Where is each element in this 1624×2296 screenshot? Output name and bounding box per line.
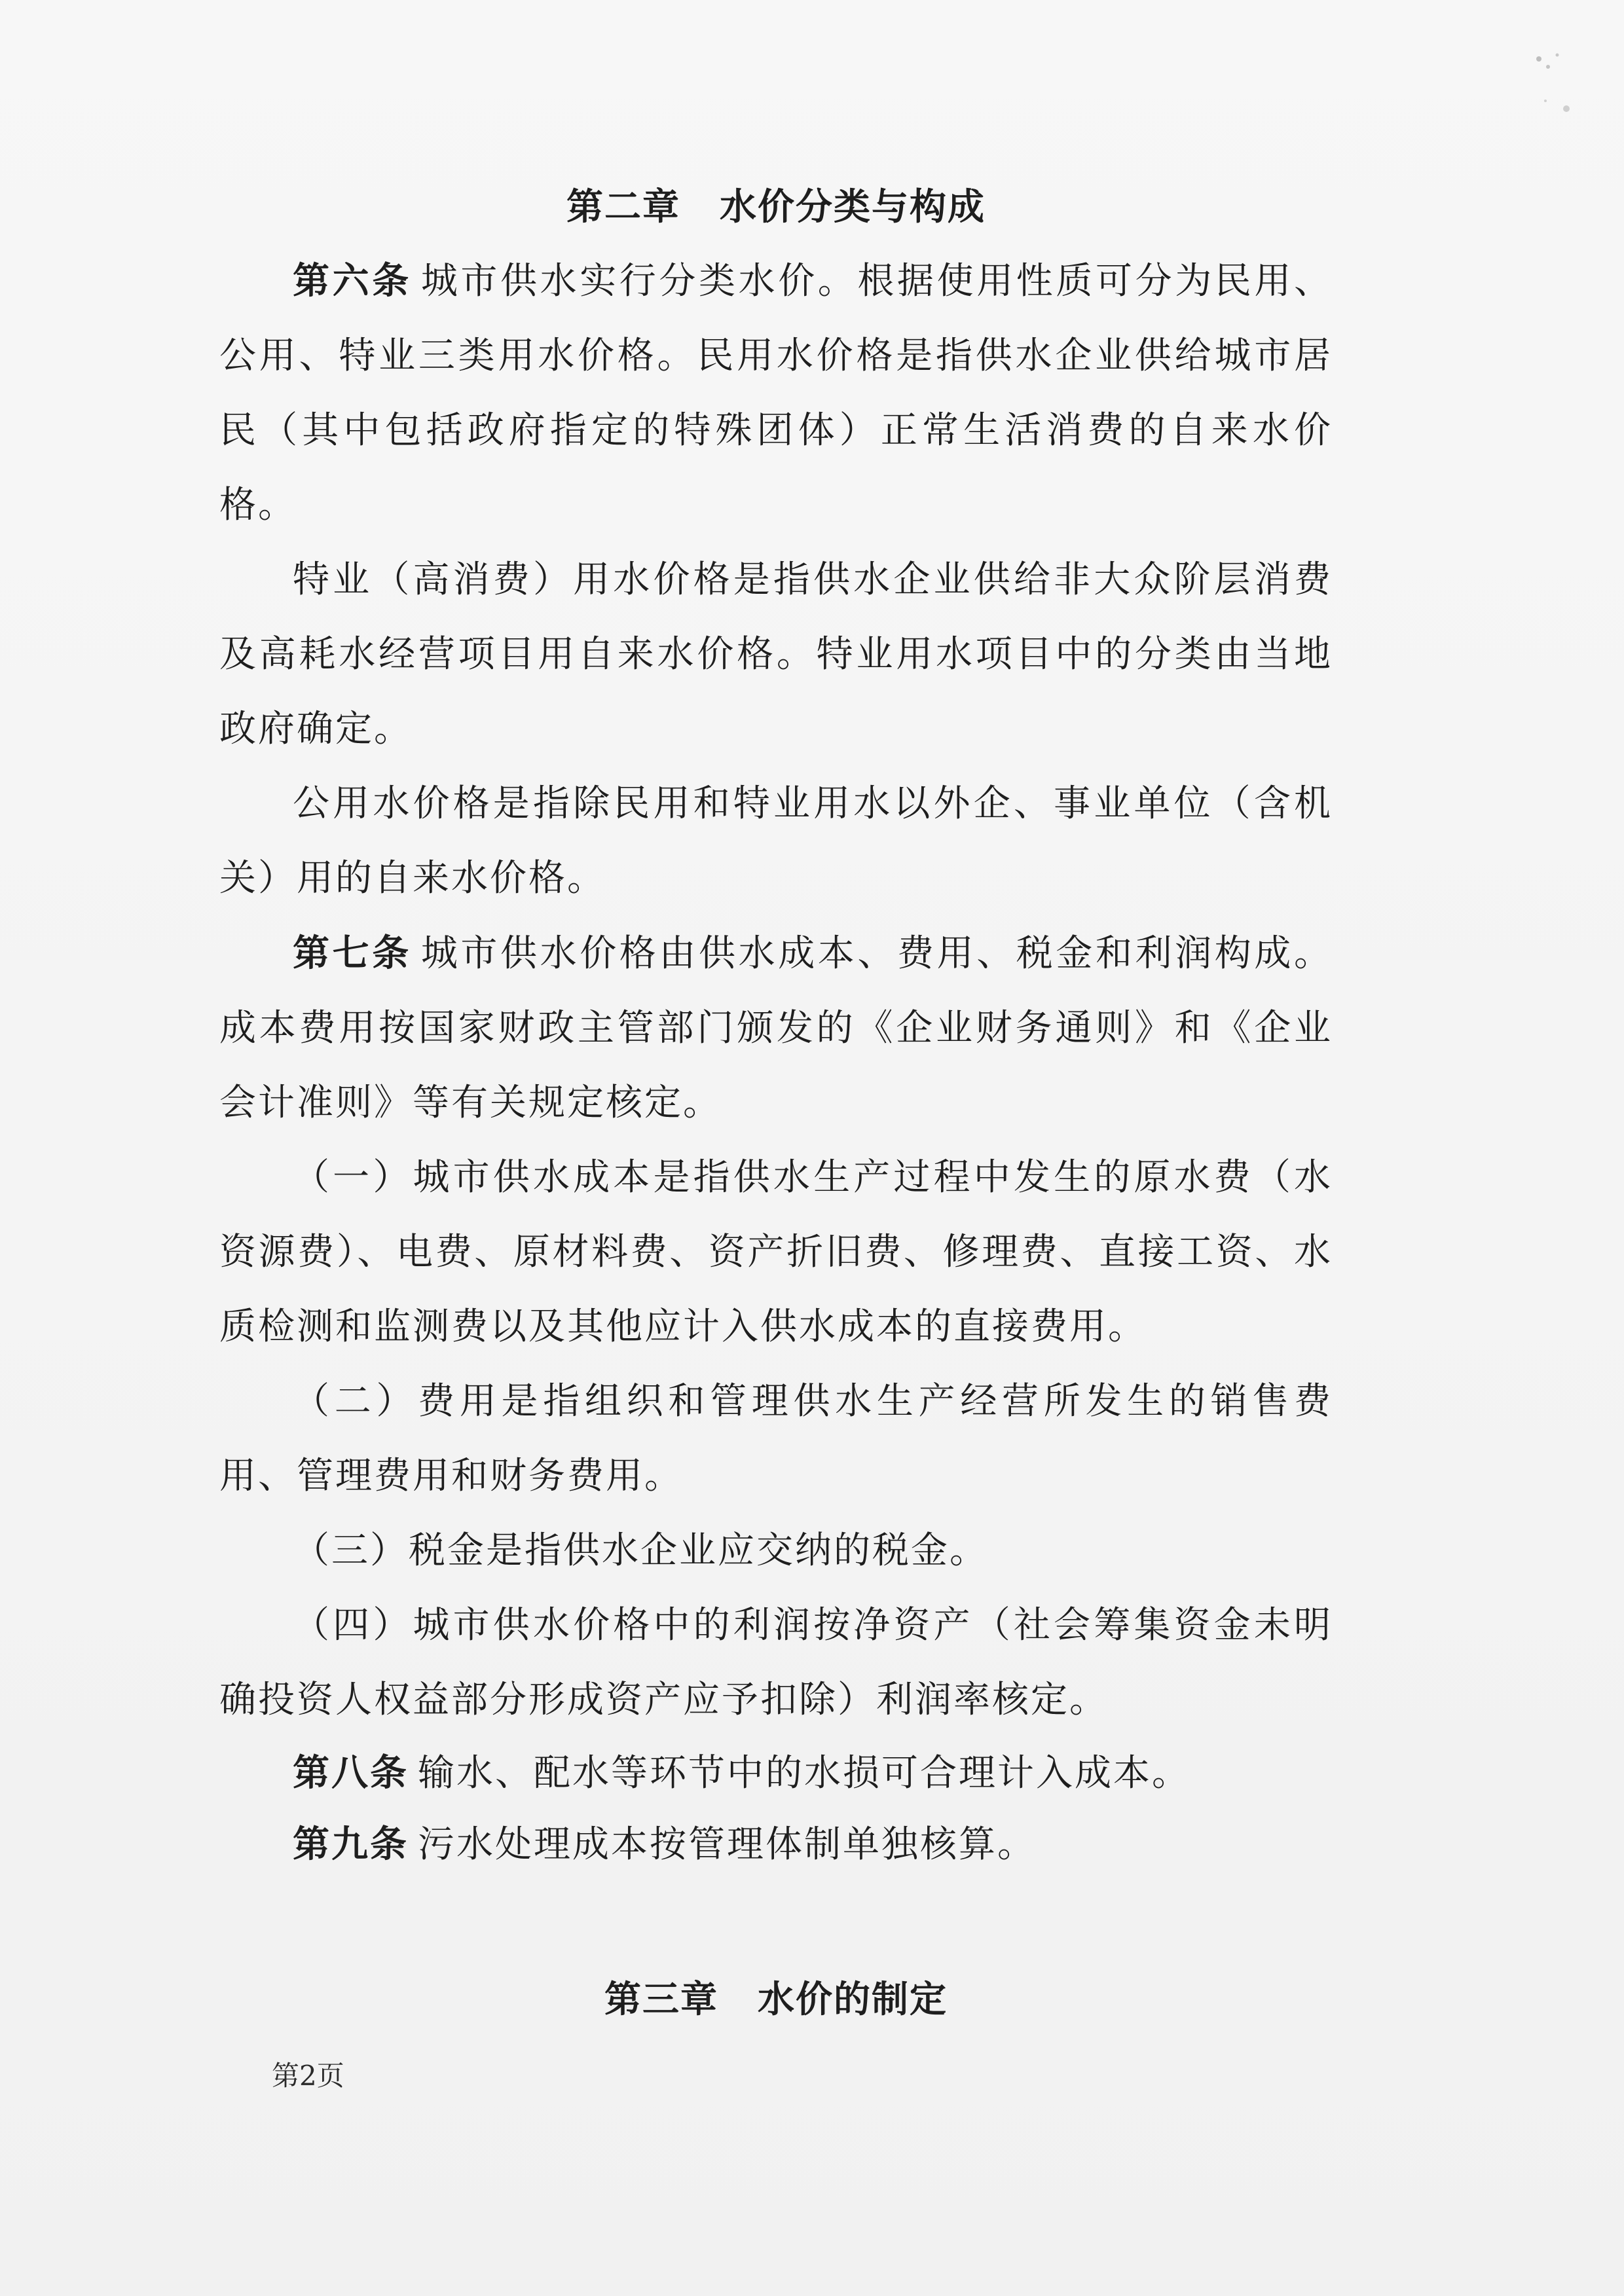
article-8-paragraph: [219, 1738, 1333, 1809]
document-body: [219, 172, 1333, 2036]
clause-1-text: （一）城市供水成本是指供水生产过程中发生的原水费（水资源费）、电费、原材料费、资产折旧费、修理费、直接工资、水质检测和监测费以及其他应计入供水成本的直接费用。: [219, 1156, 1333, 1348]
chapter-2-name: 水价分类与构成: [720, 186, 986, 228]
article-8-text: 输水、配水等环节中的水损可合理计入成本。: [418, 1752, 1190, 1795]
scan-speck-marks: [1519, 46, 1578, 124]
page-number: 第2页: [272, 2060, 344, 2092]
clause-2-paragraph: [219, 1364, 1333, 1514]
chapter-3-title: [219, 1964, 1333, 2036]
clause-4-paragraph: [219, 1588, 1333, 1738]
article-6-label: 第六条: [293, 259, 412, 302]
article-7-label: 第七条: [293, 932, 412, 975]
clause-3-paragraph: [219, 1514, 1333, 1588]
article-7-paragraph: [219, 916, 1333, 1140]
article-8-label: 第八条: [293, 1751, 409, 1795]
clause-1-paragraph: [219, 1140, 1333, 1364]
chapter-3-name: 水价的制定: [758, 1978, 948, 2021]
article-7-text: 城市供水价格由供水成本、费用、税金和利润构成。成本费用按国家财政主管部门颁发的《企业财务通则》和《企业会计准则》等有关规定核定。: [219, 932, 1333, 1124]
article-9-label: 第九条: [293, 1823, 409, 1866]
article-6-text: 城市供水实行分类水价。根据使用性质可分为民用、公用、特业三类用水价格。民用水价格是指供水企业供给城市居民（其中包括政府指定的特殊团体）正常生活消费的自来水价格。: [219, 260, 1333, 526]
chapter-2-number: 第二章: [566, 186, 680, 228]
public-water-price-text: 公用水价格是指除民用和特业用水以外企、事业单位（含机关）用的自来水价格。: [219, 782, 1333, 900]
article-9-paragraph: [219, 1809, 1333, 1880]
public-water-price-paragraph: [219, 767, 1333, 916]
article-6-paragraph: [219, 244, 1333, 543]
special-water-price-text: 特业（高消费）用水价格是指供水企业供给非大众阶层消费及高耗水经营项目用自来水价格。特业用水项目中的分类由当地政府确定。: [219, 558, 1333, 750]
clause-2-text: （二）费用是指组织和管理供水生产经营所发生的销售费用、管理费用和财务费用。: [219, 1380, 1333, 1497]
clause-3-text: （三）税金是指供水企业应交纳的税金。: [293, 1529, 988, 1572]
chapter-3-number: 第三章: [604, 1978, 718, 2021]
article-9-text: 污水处理成本按管理体制单独核算。: [418, 1823, 1036, 1866]
special-water-price-paragraph: [219, 543, 1333, 767]
clause-4-text: （四）城市供水价格中的利润按净资产（社会筹集资金未明确投资人权益部分形成资产应予扣除）利润率核定。: [219, 1604, 1333, 1721]
chapter-2-title: [219, 172, 1333, 244]
